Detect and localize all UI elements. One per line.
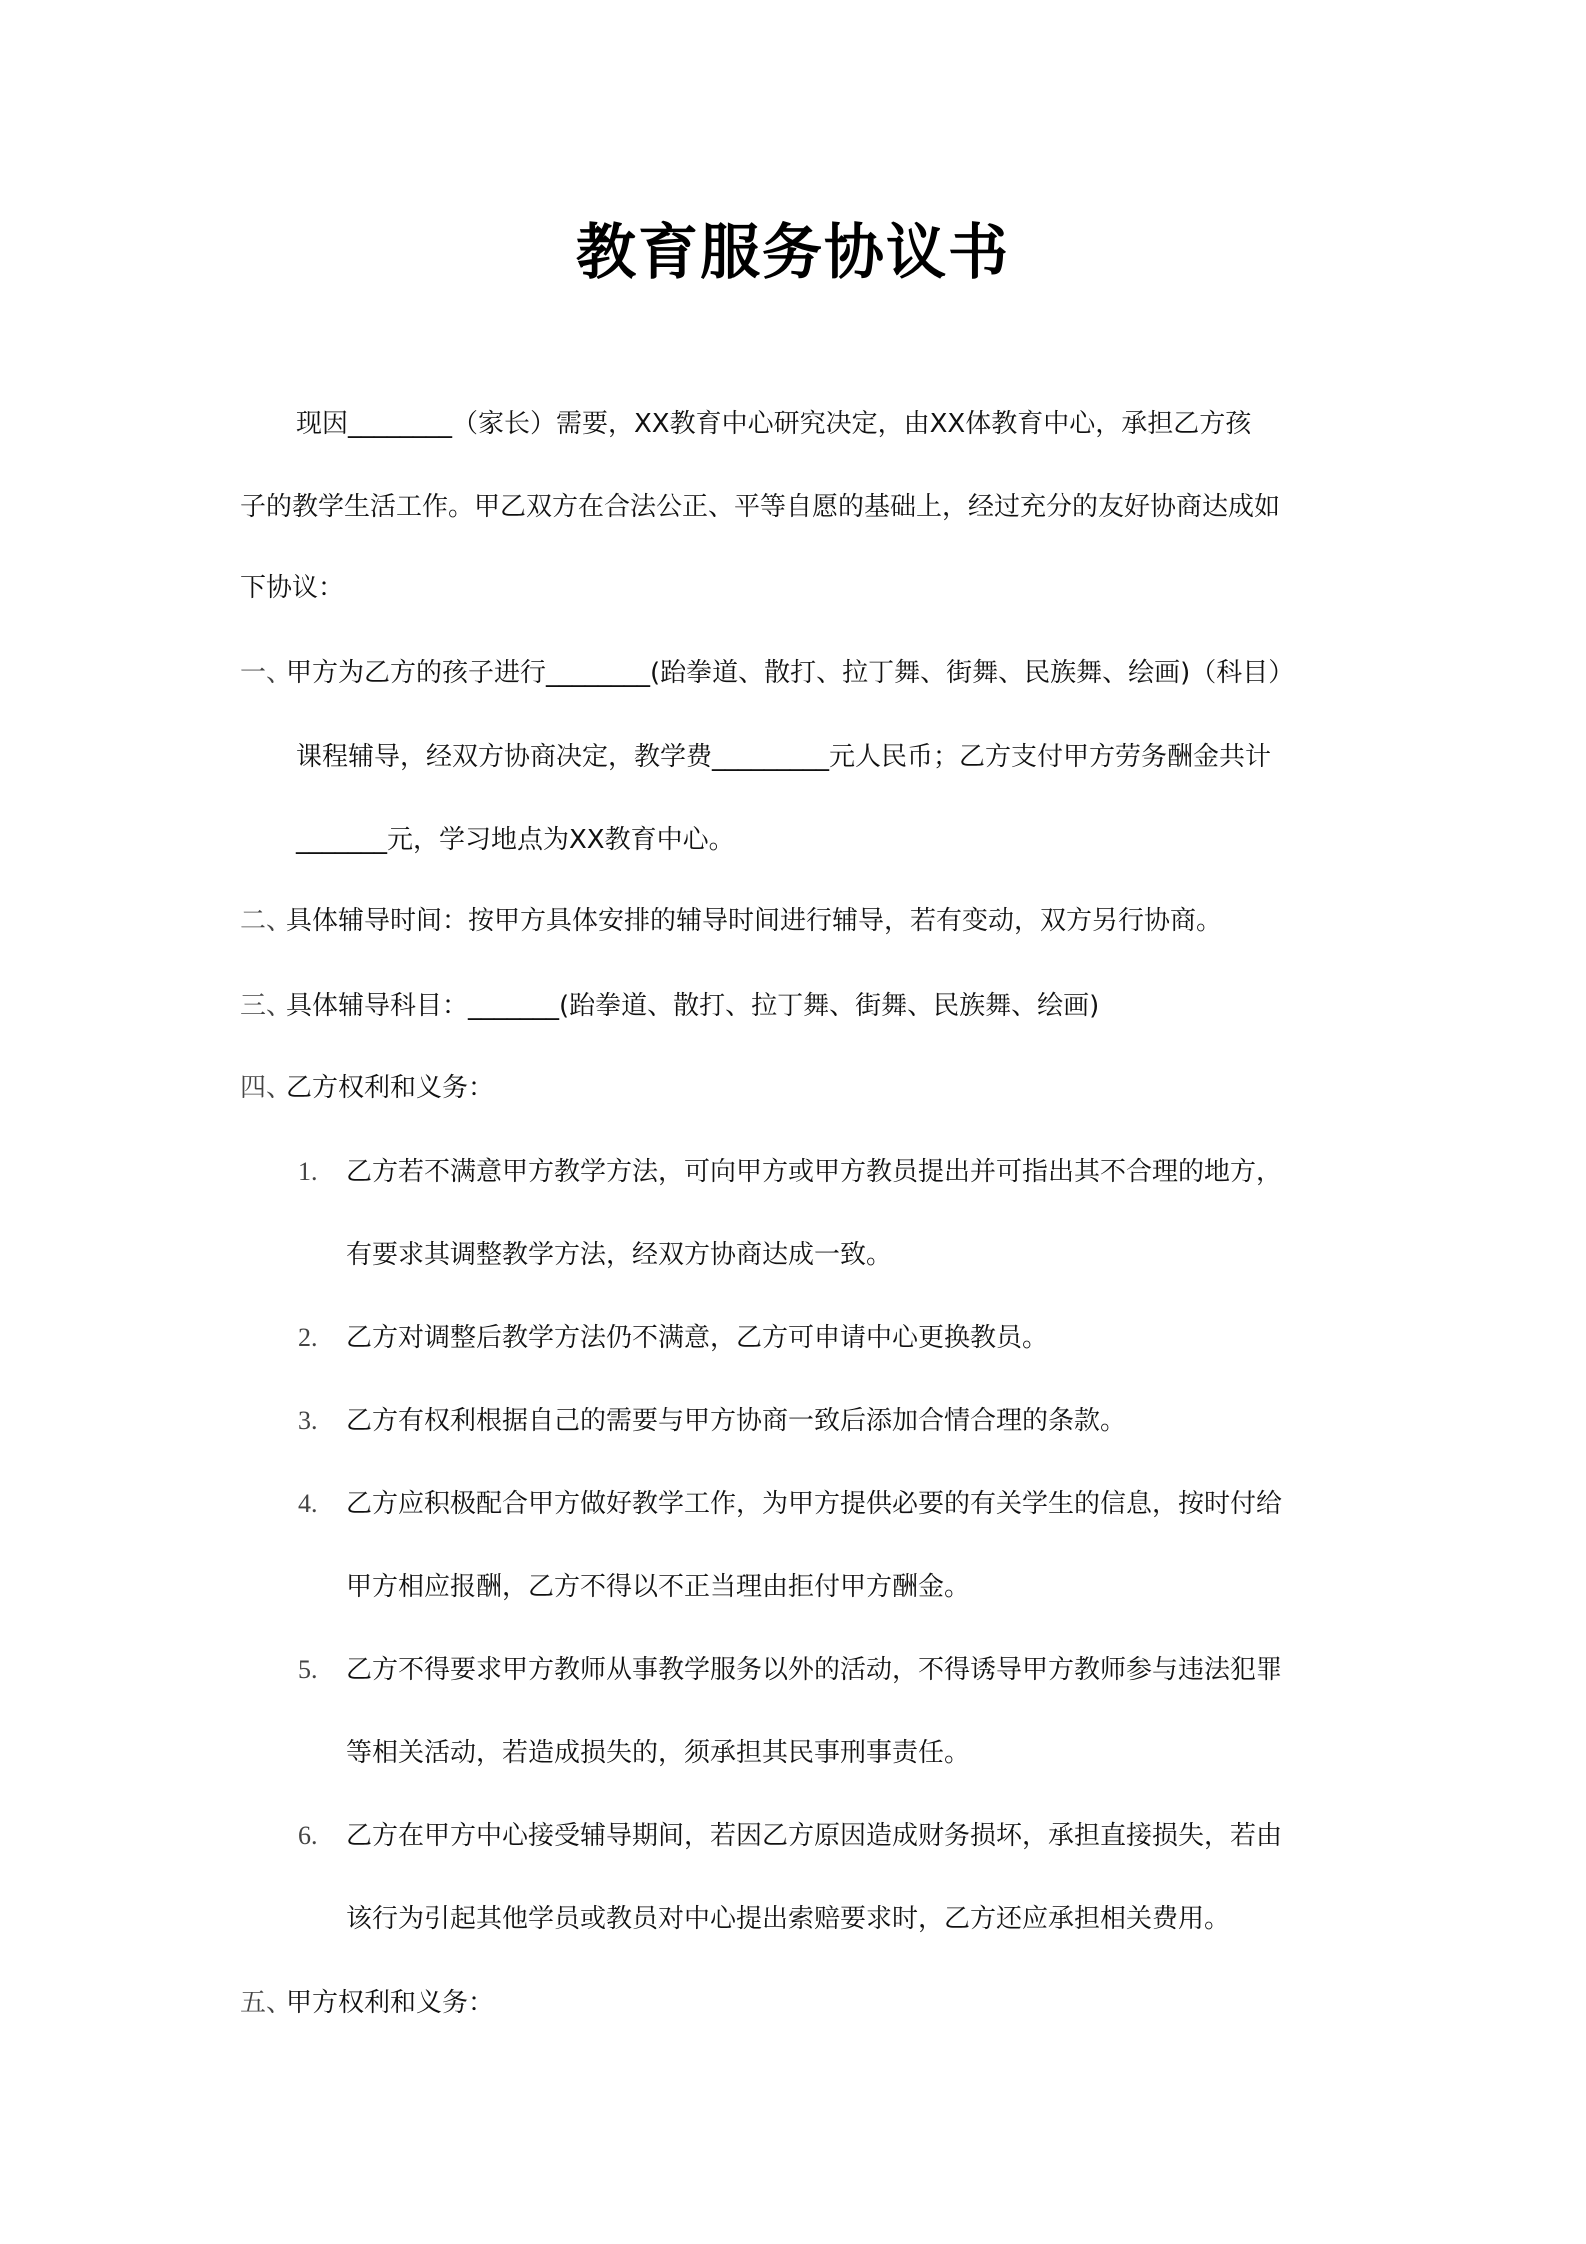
section-3-mark: 三、	[240, 991, 293, 1020]
item-1-number: 1.	[298, 1157, 318, 1186]
section-1	[240, 655, 1294, 691]
item-4-line-2: 甲方相应报酬，乙方不得以不正当理由拒付甲方酬金。	[346, 1572, 971, 1602]
item-6-number: 6.	[298, 1821, 318, 1850]
item-1-line-2: 有要求其调整教学方法，经双方协商达成一致。	[346, 1240, 893, 1270]
document-title: 教育服务协议书	[576, 218, 1010, 288]
item-5-number: 5.	[298, 1655, 318, 1684]
preamble-line-1: 现因________（家长）需要，XX教育中心研究决定，由XX体教育中心，承担乙方孩	[296, 409, 1252, 439]
item-5-line-1: 乙方不得要求甲方教师从事教学服务以外的活动，不得诱导甲方教师参与违法犯罪	[346, 1655, 1283, 1685]
item-6-line-1: 乙方在甲方中心接受辅导期间，若因乙方原因造成财务损坏，承担直接损失，若由	[346, 1821, 1283, 1851]
section-1-line-3: _______元，学习地点为XX教育中心。	[296, 825, 735, 855]
section-5-line-1: 甲方权利和义务：	[286, 1988, 495, 2018]
section-2-mark: 二、	[240, 906, 293, 935]
item-1-line-1: 乙方若不满意甲方教学方法，可向甲方或甲方教员提出并可指出其不合理的地方，	[346, 1157, 1283, 1187]
section-3-line-1: 具体辅导科目：_______(跆拳道、散打、拉丁舞、街舞、民族舞、绘画)	[286, 991, 1100, 1021]
preamble-line-2: 子的教学生活工作。甲乙双方在合法公正、平等自愿的基础上，经过充分的友好协商达成如	[240, 492, 1281, 522]
item-4-line-1: 乙方应积极配合甲方做好教学工作，为甲方提供必要的有关学生的信息，按时付给	[346, 1489, 1283, 1519]
item-3-line-1: 乙方有权利根据自己的需要与甲方协商一致后添加合情合理的条款。	[346, 1406, 1127, 1436]
section-4	[240, 1070, 494, 1106]
preamble-line-3: 下协议：	[240, 573, 345, 603]
section-4-line-1: 乙方权利和义务：	[286, 1073, 495, 1103]
section-1-mark: 一、	[240, 658, 293, 687]
section-5-mark: 五、	[240, 1988, 293, 2017]
item-3-number: 3.	[298, 1406, 318, 1435]
item-5-line-2: 等相关活动，若造成损失的，须承担其民事刑事责任。	[346, 1738, 971, 1768]
section-2	[240, 903, 1222, 939]
section-1-line-1: 甲方为乙方的孩子进行________(跆拳道、散打、拉丁舞、街舞、民族舞、绘画)（科目）	[286, 658, 1295, 688]
item-6-line-2: 该行为引起其他学员或教员对中心提出索赔要求时，乙方还应承担相关费用。	[346, 1904, 1231, 1934]
item-2-number: 2.	[298, 1323, 318, 1352]
section-1-line-2: 课程辅导，经双方协商决定，教学费_________元人民币；乙方支付甲方劳务酬金共计	[296, 742, 1272, 772]
section-3	[240, 988, 1099, 1024]
section-2-line-1: 具体辅导时间：按甲方具体安排的辅导时间进行辅导，若有变动，双方另行协商。	[286, 906, 1223, 936]
section-5	[240, 1985, 494, 2021]
item-4-number: 4.	[298, 1489, 318, 1518]
section-4-mark: 四、	[240, 1073, 293, 1102]
item-2-line-1: 乙方对调整后教学方法仍不满意，乙方可申请中心更换教员。	[346, 1323, 1049, 1353]
